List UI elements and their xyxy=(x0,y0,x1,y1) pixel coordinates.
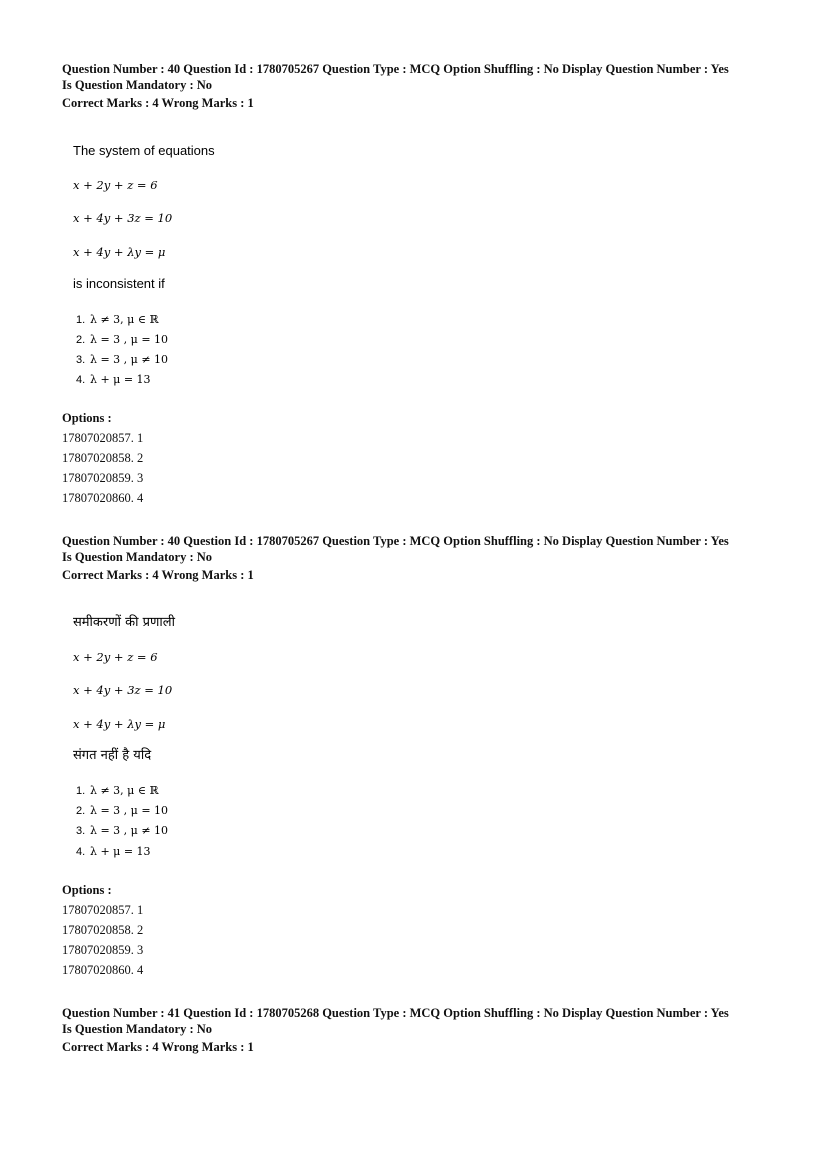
choice-number: 2. xyxy=(76,334,86,346)
question-meta-line: Question Number : 40 Question Id : 1780705267 Question Type : MCQ Option Shuffling : No Display Question Number : Yes xyxy=(62,62,729,76)
option-item: 17807020857. 1 xyxy=(62,903,144,917)
option-item: 17807020859. 3 xyxy=(62,943,144,957)
mandatory-line: Is Question Mandatory : No xyxy=(62,78,213,92)
choice-number: 2. xyxy=(76,805,86,817)
choice-number: 4. xyxy=(76,374,86,386)
question-stem-intro: The system of equations xyxy=(73,143,215,158)
marks-line: Correct Marks : 4 Wrong Marks : 1 xyxy=(62,1040,254,1054)
question-meta-line: Question Number : 40 Question Id : 1780705267 Question Type : MCQ Option Shuffling : No Display Question Number : Yes xyxy=(62,534,729,548)
marks-line: Correct Marks : 4 Wrong Marks : 1 xyxy=(62,96,254,110)
choice-text: λ + μ = 13 xyxy=(90,373,151,386)
marks-line: Correct Marks : 4 Wrong Marks : 1 xyxy=(62,568,254,582)
equation-2: x + 4y + 3z = 10 xyxy=(73,211,173,225)
mandatory-line: Is Question Mandatory : No xyxy=(62,1022,213,1036)
equation-1: x + 2y + z = 6 xyxy=(73,178,158,192)
equation-2: x + 4y + 3z = 10 xyxy=(73,683,173,697)
mandatory-line: Is Question Mandatory : No xyxy=(62,550,213,564)
equation-3: x + 4y + λy = μ xyxy=(73,245,166,259)
option-item: 17807020858. 2 xyxy=(62,923,144,937)
equation-3: x + 4y + λy = μ xyxy=(73,717,166,731)
question-image xyxy=(62,602,262,864)
question-image xyxy=(62,130,262,392)
options-label: Options : xyxy=(62,411,112,425)
choice-text: λ ≠ 3, μ ∈ ℝ xyxy=(90,313,159,326)
choice-text: λ ≠ 3, μ ∈ ℝ xyxy=(90,784,159,797)
choice-text: λ + μ = 13 xyxy=(90,845,151,858)
equation-1: x + 2y + z = 6 xyxy=(73,650,158,664)
options-label: Options : xyxy=(62,883,112,897)
question-header xyxy=(62,61,792,111)
choice-number: 1. xyxy=(76,314,86,326)
question-header xyxy=(62,533,792,583)
question-meta-line: Question Number : 41 Question Id : 1780705268 Question Type : MCQ Option Shuffling : No Display Question Number : Yes xyxy=(62,1006,729,1020)
choice-number: 3. xyxy=(76,354,86,366)
option-item: 17807020857. 1 xyxy=(62,431,144,445)
choice-number: 1. xyxy=(76,785,86,797)
options-section xyxy=(62,882,792,980)
question-stem-intro: समीकरणों की प्रणाली xyxy=(73,615,175,630)
choice-text: λ = 3 , μ ≠ 10 xyxy=(90,824,169,837)
option-item: 17807020860. 4 xyxy=(62,491,144,505)
option-item: 17807020859. 3 xyxy=(62,471,144,485)
question-header xyxy=(62,1005,792,1055)
options-section xyxy=(62,410,792,508)
question-stem-outro: संगत नहीं है यदि xyxy=(73,748,152,763)
option-item: 17807020860. 4 xyxy=(62,963,144,977)
choice-text: λ = 3 , μ = 10 xyxy=(90,333,169,346)
question-stem-outro: is inconsistent if xyxy=(73,276,165,291)
choice-text: λ = 3 , μ = 10 xyxy=(90,804,169,817)
choice-number: 3. xyxy=(76,825,86,837)
option-item: 17807020858. 2 xyxy=(62,451,144,465)
choice-number: 4. xyxy=(76,846,86,858)
choice-text: λ = 3 , μ ≠ 10 xyxy=(90,353,169,366)
